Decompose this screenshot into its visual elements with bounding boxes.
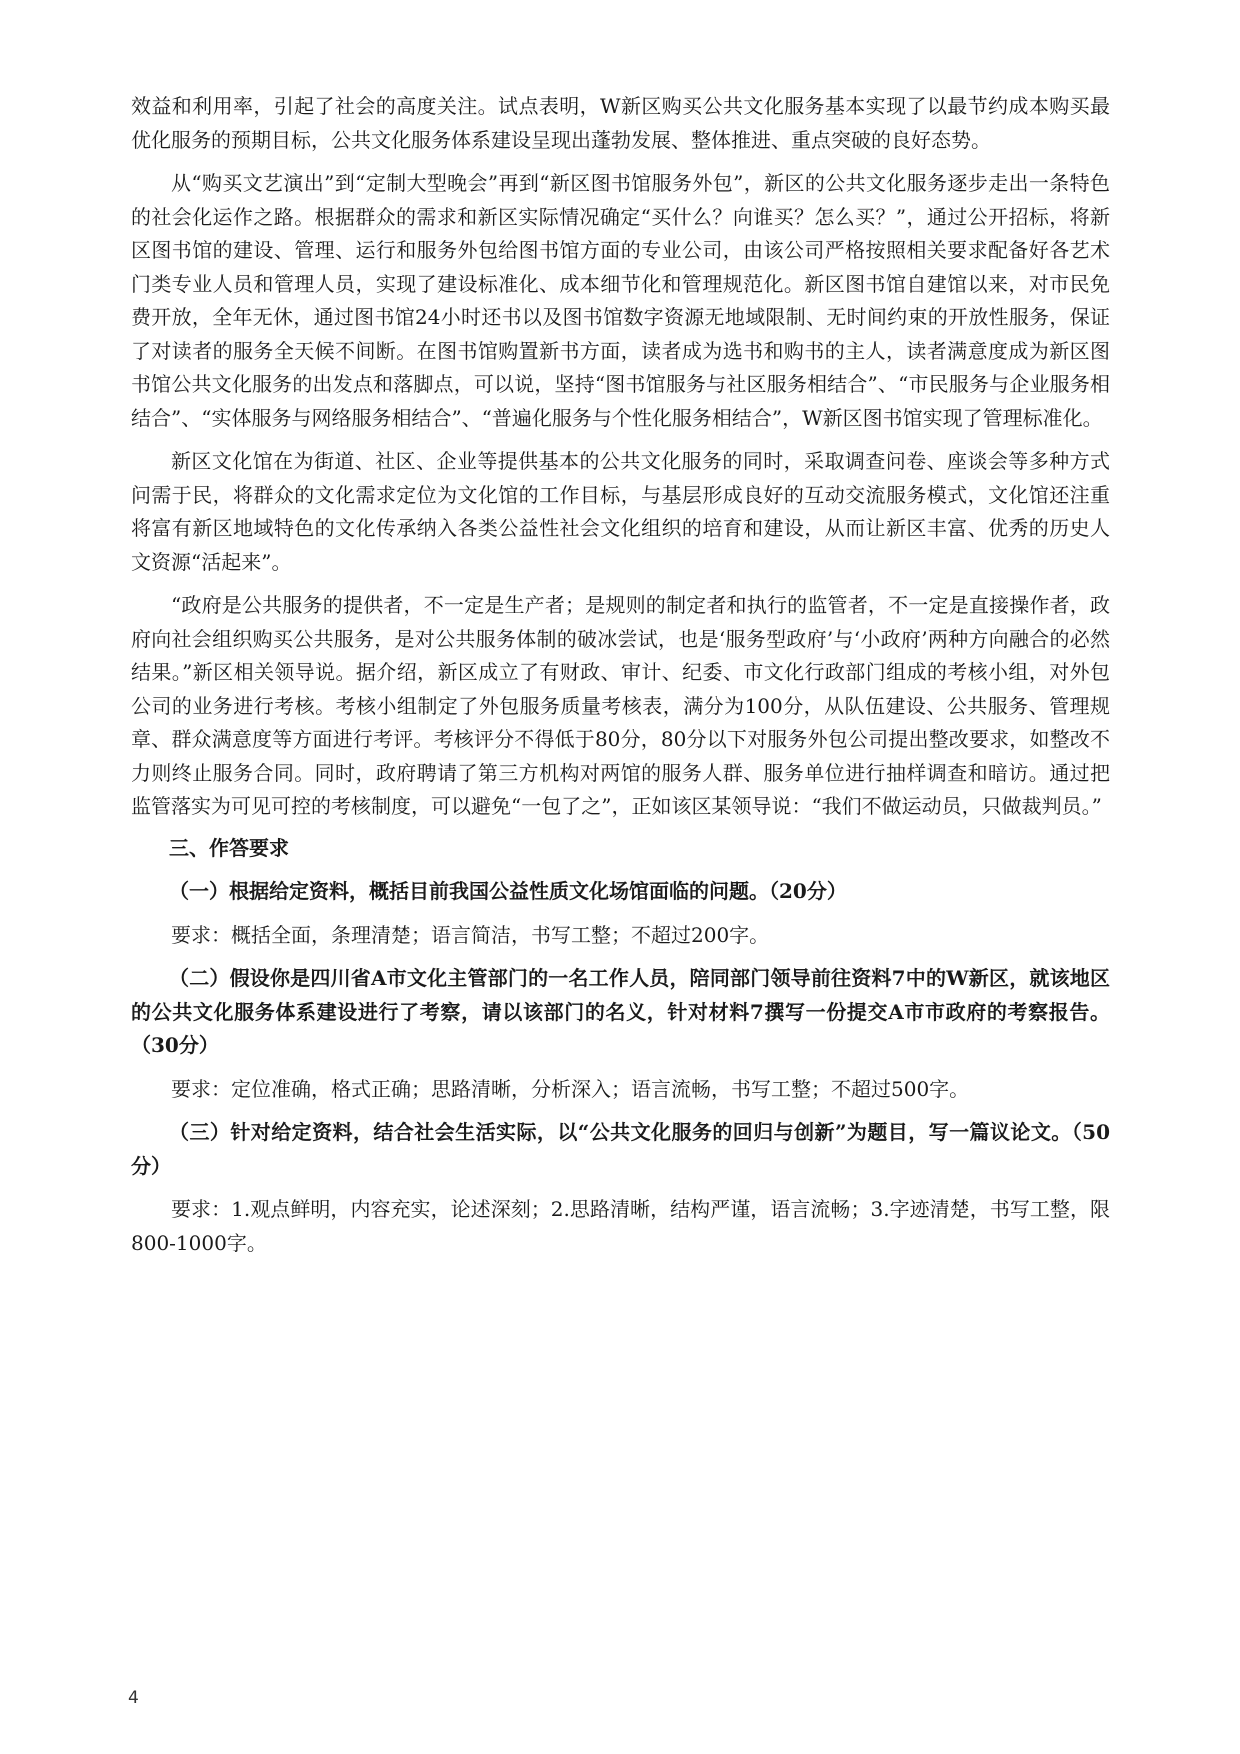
question-2-title: （二）假设你是四川省A市文化主管部门的一名工作人员，陪同部门领导前往资料7中的W新区，就该地区的公共文化服务体系建设进行了考察，请以该部门的名义，针对材料7撰写一份提交A市市政府的考察报告。（30分） xyxy=(131,966,1110,1057)
page-content xyxy=(131,90,1110,1270)
section-heading: 三、作答要求 xyxy=(169,835,289,860)
question-2-requirement: 要求：定位准确，格式正确；思路清晰，分析深入；语言流畅，书写工整；不超过500字。 xyxy=(171,1076,970,1101)
question-3-title: （三）针对给定资料，结合社会生活实际，以“公共文化服务的回归与创新”为题目，写一篇议论文。（50分） xyxy=(131,1120,1110,1178)
question-1-title: （一）根据给定资料，概括目前我国公益性质文化场馆面临的问题。（20分） xyxy=(169,879,847,903)
body-paragraph-1: 效益和利用率，引起了社会的高度关注。试点表明，W新区购买公共文化服务基本实现了以最节约成本购买最优化服务的预期目标，公共文化服务体系建设呈现出蓬勃发展、整体推进、重点突破的良好态势。 xyxy=(131,94,1110,152)
question-3-requirement: 要求：1.观点鲜明，内容充实，论述深刻；2.思路清晰，结构严谨，语言流畅；3.字迹清楚，书写工整，限800-1000字。 xyxy=(131,1197,1110,1255)
question-1-requirement: 要求：概括全面，条理清楚；语言简洁，书写工整；不超过200字。 xyxy=(171,922,770,947)
page-number: 4 xyxy=(128,1688,139,1708)
body-paragraph-4: “政府是公共服务的提供者，不一定是生产者；是规则的制定者和执行的监管者，不一定是直接操作者，政府向社会组织购买公共服务，是对公共服务体制的破冰尝试，也是‘服务型政府’与‘小政府’两种方向融合的必然结果。”新区相关领导说。据介绍，新区成立了有财政、审计、纪委、市文化行政部门组成的考核小组，对外包公司的业务进行考核。考核小组制定了外包服务质量考核表，满分为100分，从队伍建设、公共服务、管理规章、群众满意度等方面进行考评。考核评分不得低于80分，80分以下对服务外包公司提出整改要求，如整改不力则终止服务合同。同时，政府聘请了第三方机构对两馆的服务人群、服务单位进行抽样调查和暗访。通过把监管落实为可见可控的考核制度，可以避免“一包了之”，正如该区某领导说：“我们不做运动员，只做裁判员。” xyxy=(131,593,1110,818)
body-paragraph-3: 新区文化馆在为街道、社区、企业等提供基本的公共文化服务的同时，采取调查问卷、座谈会等多种方式问需于民，将群众的文化需求定位为文化馆的工作目标，与基层形成良好的互动交流服务模式，文化馆还注重将富有新区地域特色的文化传承纳入各类公益性社会文化组织的培育和建设，从而让新区丰富、优秀的历史人文资源“活起来”。 xyxy=(131,449,1110,574)
body-paragraph-2: 从“购买文艺演出”到“定制大型晚会”再到“新区图书馆服务外包”，新区的公共文化服务逐步走出一条特色的社会化运作之路。根据群众的需求和新区实际情况确定“买什么？向谁买？怎么买？”，通过公开招标，将新区图书馆的建设、管理、运行和服务外包给图书馆方面的专业公司，由该公司严格按照相关要求配备好各艺术门类专业人员和管理人员，实现了建设标准化、成本细节化和管理规范化。新区图书馆自建馆以来，对市民免费开放，全年无休，通过图书馆24小时还书以及图书馆数字资源无地域限制、无时间约束的开放性服务，保证了对读者的服务全天候不间断。在图书馆购置新书方面，读者成为选书和购书的主人，读者满意度成为新区图书馆公共文化服务的出发点和落脚点，可以说，坚持“图书馆服务与社区服务相结合”、“市民服务与企业服务相结合”、“实体服务与网络服务相结合”、“普遍化服务与个性化服务相结合”，W新区图书馆实现了管理标准化。 xyxy=(131,171,1110,430)
